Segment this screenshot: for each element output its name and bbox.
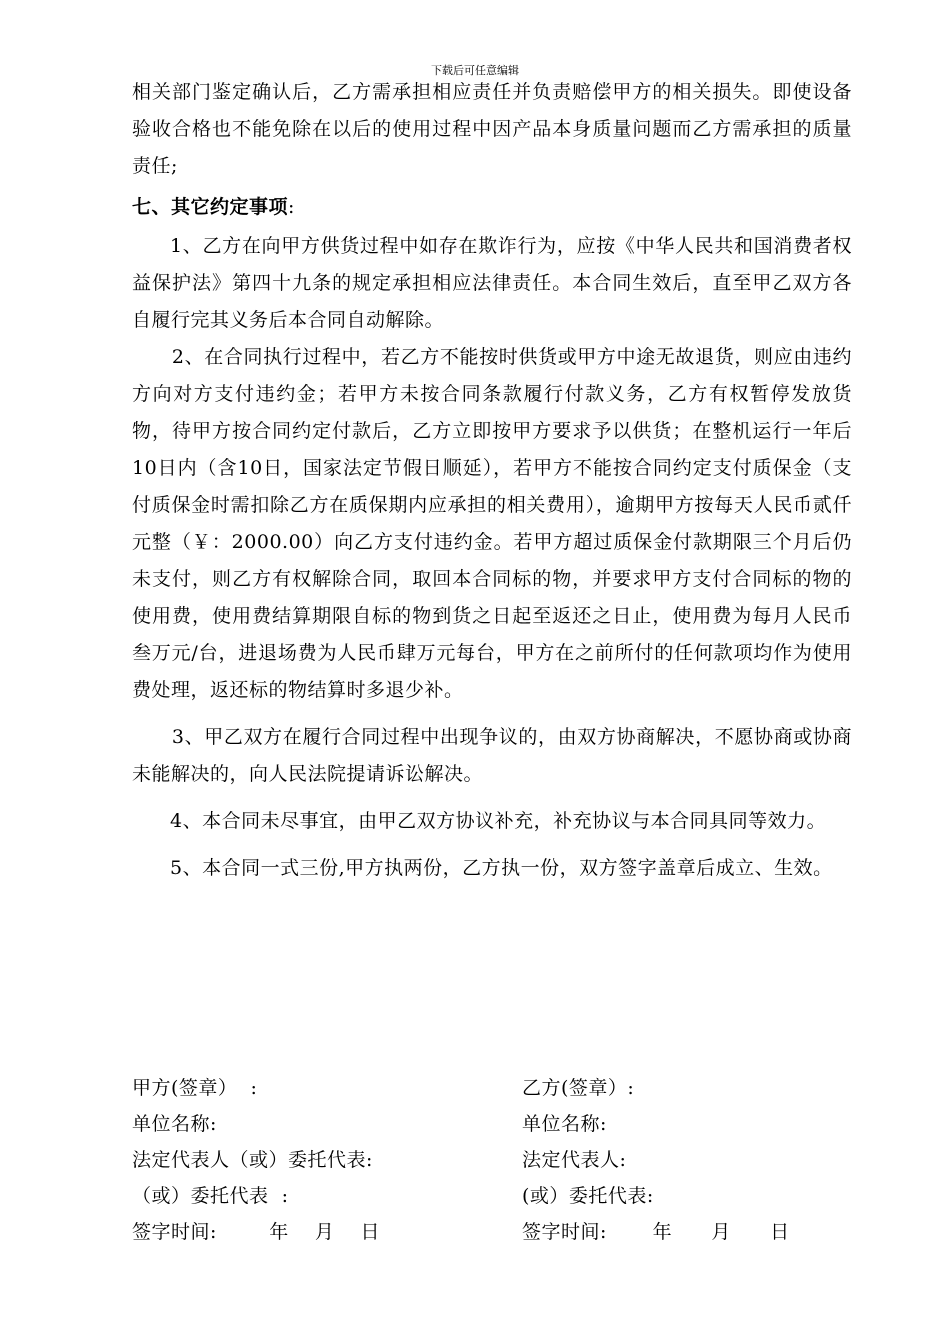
section-heading	[132, 189, 852, 226]
clause-5: 5、本合同一式三份,甲方执两份，乙方执一份，双方签字盖章后成立、生效。	[170, 857, 833, 879]
party-a-agent: （或）委托代表 :	[132, 1185, 289, 1207]
intro-paragraph: 相关部门鉴定确认后，乙方需承担相应责任并负责赔偿甲方的相关损失。即使设备验收合格也不能免除在以后的使用过程中因产品本身质量问题而乙方需承担的质量责任;	[132, 81, 852, 177]
signature-row-unit	[132, 1106, 852, 1142]
clause-3: 3、甲乙双方在履行合同过程中出现争议的，由双方协商解决，不愿协商或协商未能解决的，向人民法院提请诉讼解决。	[132, 726, 852, 785]
clause-2: 2、在合同执行过程中，若乙方不能按时供货或甲方中途无故退货，则应由违约方向对方支付违约金；若甲方未按合同条款履行付款义务，乙方有权暂停发放货物，待甲方按合同约定付款后，乙方立即按甲方要求予以供货；在整机运行一年后10日内（含10日，国家法定节假日顺延），若甲方不能按合同约定支付质保金（支付质保金时需扣除乙方在质保期内应承担的相关费用），逾期甲方按每天人民币贰仟元整（￥：2000.00）向乙方支付违约金。若甲方超过质保金付款期限三个月后仍未支付，则乙方有权解除合同，取回本合同标的物，并要求甲方支付合同标的物的使用费，使用费结算期限自标的物到货之日起至返还之日止，使用费为每月人民币叁万元/台，进退场费为人民币肆万元每台，甲方在之前所付的任何款项均作为使用费处理，返还标的物结算时多退少补。	[132, 346, 852, 701]
party-b-representative: 法定代表人:	[522, 1149, 627, 1171]
clause-1: 1、乙方在向甲方供货过程中如存在欺诈行为，应按《中华人民共和国消费者权益保护法》第四十九条的规定承担相应法律责任。本合同生效后，直至甲乙双方各自履行完其义务后本合同自动解除。	[132, 235, 852, 331]
signature-row-rep	[132, 1142, 852, 1178]
party-b-agent: (或）委托代表:	[522, 1185, 654, 1207]
party-b-seal: 乙方(签章）:	[522, 1077, 635, 1099]
party-a-unit: 单位名称:	[132, 1113, 217, 1135]
signature-row-agent	[132, 1178, 852, 1214]
signature-row-seal	[132, 1070, 852, 1106]
clause-4: 4、本合同未尽事宜，由甲乙双方协议补充，补充协议与本合同具同等效力。	[170, 810, 827, 832]
signature-row-date	[132, 1214, 852, 1250]
party-a-sign-date: 签字时间: 年 月 日	[132, 1221, 381, 1243]
signature-block	[132, 1070, 852, 1250]
section-colon: :	[288, 196, 295, 218]
section-title: 七、其它约定事项	[132, 196, 289, 218]
party-a-representative: 法定代表人（或）委托代表:	[132, 1149, 373, 1171]
page-header: 下载后可任意编辑	[431, 64, 519, 77]
party-b-sign-date: 签字时间: 年 月 日	[522, 1221, 790, 1243]
party-b-unit: 单位名称:	[522, 1113, 607, 1135]
contract-body	[132, 74, 852, 887]
party-a-seal: 甲方(签章） :	[132, 1077, 258, 1099]
